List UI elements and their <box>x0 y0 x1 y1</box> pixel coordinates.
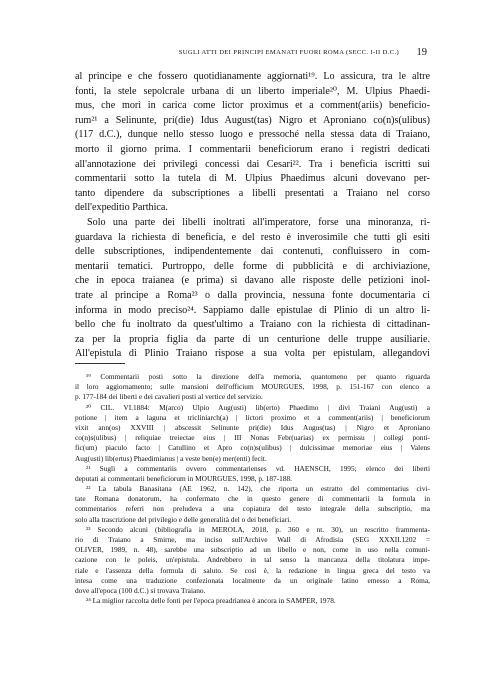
body-line: All'epistula di Plinio Traiano rispose a sua volta per epistulam, allegandovi <box>75 348 430 360</box>
body-line: al principe e che fossero quotidianamente aggiornati¹⁹. Lo assicura, tra le altre <box>75 71 430 82</box>
footnote-line: il loro aggiornamento; sulle mansioni dell'officium MOURGUES, 1998, p. 151-167 con elenco a <box>75 382 430 392</box>
footnote-line: potione | item a laguna et tricliniarch(a) | lictori proximo et a comment(ariis) | beneficiorum <box>75 412 430 422</box>
body-line: bello che fu inoltrato da quest'ultimo a Traiano con la richiesta di cittadinan- <box>75 319 430 331</box>
footnote-line: ²⁴ La miglior raccolta delle fonti per l'epoca preadrianea è ancora in SAMPER, 1978. <box>86 596 336 606</box>
footnote-line: cazione con le poleis, un'epistula. Andrebbero in tal senso la mancanza della titolatura impe- <box>75 555 430 565</box>
footnote-line: ²³ Secondo alcuni (bibliografia in MEROLA, 2018, p. 360 e nt. 30), un rescritto frammenta- <box>86 524 430 534</box>
footnote-line: commentarios referri non preludeva a una copiatura del testo integrale della subscriptio, ma <box>75 504 430 514</box>
body-line: mus, che morì in carica come lictor proximus et a comment(ariis) beneficio- <box>75 100 430 112</box>
footnote-line: fic(um) piaculo facto | Catullino et Apro co(n)s(ulibus) | dulcissimae memoriae eius | Valens <box>75 443 430 453</box>
footnotes <box>75 372 430 606</box>
footnote-line: riale e l'assenza della formula di saluto. Se così è, la redazione in lingua greca del testo va <box>75 565 430 575</box>
body-line: commentarii sotto la tutela di M. Ulpius Phaedimus alcuni dovevano per- <box>75 173 430 185</box>
body-line: rum²¹ a Selinunte, pri(die) Idus August(tas) Nigro et Aproniano co(n)s(ulibus) <box>75 114 430 126</box>
running-header-title: SUGLI ATTI DEI PRINCIPI EMANATI FUORI ROMA (SECC. I-II D.C.) <box>178 49 399 56</box>
footnote-line: solo alla trascrizione del privilegio e delle generalità del o dei beneficiari. <box>75 514 292 524</box>
main-text <box>75 70 430 362</box>
footnote-divider <box>75 363 125 364</box>
body-line: trate al principe a Roma²³ o dalla provincia, nessuna fonte documentaria ci <box>75 289 430 301</box>
page-number: 19 <box>416 47 427 58</box>
footnote-line: ¹⁹ Commentarii posti sotto la direzione dell'a memoria, quantomeno per quanto riguarda <box>86 372 430 381</box>
footnote-line: tate Romana donatorum, ha confermato che in questo genere di commentarii la formula in <box>75 494 430 504</box>
footnote-line: co(n)s(ulibus) | reliquiae treiectae eius | III Nonas Febr(uarias) ex permissu | collegi ponti- <box>75 433 430 443</box>
footnote-line: dove all'epoca (100 d.C.) si trovava Traiano. <box>75 585 206 595</box>
body-line: (117 d.C.), dunque nello stesso luogo e pressoché nella stessa data di Traiano, <box>75 129 430 141</box>
body-line: dell'expeditio Parthica. <box>75 202 168 214</box>
footnote-line: OLIVER, 1989, n. 48), sarebbe una subscriptio ad un libello e non, come in uso nella comuni- <box>75 545 430 555</box>
body-line: che in epoca traianea (e prima) si davano alle risposte delle petizioni inol- <box>75 275 430 287</box>
body-line: Solo una parte dei libelli inoltrati all'imperatore, forse una minoranza, ri- <box>87 216 430 228</box>
body-line: morto il giorno prima. I commentarii beneficiorum erano i registri dedicati <box>75 143 430 155</box>
footnote-line: intesa come una traduzione confezionata localmente da un originale latino emesso a Roma, <box>75 575 430 585</box>
body-line: tanto dipendere da subscriptiones a libelli presentati a Traiano nel corso <box>75 187 430 199</box>
footnote-line: ²² La tabula Banasitana (AE 1962, n. 142), che riporta un estratto del commentarius civi- <box>86 484 430 494</box>
footnote-line: p. 177-184 dei liberti e dei cavalieri posti al vertice del servizio. <box>75 392 263 402</box>
footnote-line: vixit ann(os) XXVIII | abscessit Selinunte pri(die) Idus Augus(tas) | Nigro et Aproniano <box>75 422 430 432</box>
footnote-line: ²¹ Sugli a commentariis ovvero commentarienses vd. HAENSCH, 1995; elenco dei liberti <box>86 463 430 473</box>
body-line: all'annotazione dei privilegi concessi dai Cesari²². Tra i beneficia iscritti sui <box>75 158 430 170</box>
footnote-line: rio di Traiano a Smirne, ma inciso sull'Archive Wall di Afrodisia (SEG XXXII.1202 = <box>75 535 430 544</box>
body-line: delle subscriptiones, indipendentemente dai contenuti, confluissero in com- <box>75 246 430 258</box>
body-line: mentarii tematici. Purtroppo, delle forme di pubblicità e di archiviazione, <box>75 260 430 272</box>
body-line: guardava la richiesta di beneficia, e del resto è inverosimile che tutti gli esiti <box>75 231 430 243</box>
body-line: informa in modo preciso²⁴. Sappiamo dalle epistulae di Plinio di un altro li- <box>75 304 430 316</box>
body-line: za per la propria figlia da parte di un centurione delle truppe ausiliarie. <box>75 333 430 345</box>
footnote-line: Aug(usti) lib(ertus) Phaedimianus | a veste ben(e) mer(enti) fecit. <box>75 453 267 463</box>
footnote-line: ²⁰ CIL. VI.1884: M(arco) Ulpio Aug(usti) lib(erto) Phaedimo | divi Traiani Aug(usti) a <box>86 402 430 412</box>
running-header <box>75 47 427 61</box>
footnote-line: deputati ai commentarii beneficiorum in MOURGUES, 1998, p. 187-188. <box>75 473 293 483</box>
body-line: fonti, la stele sepolcrale urbana di un liberto imperiale²⁰, M. Ulpius Phaedi- <box>75 85 430 97</box>
